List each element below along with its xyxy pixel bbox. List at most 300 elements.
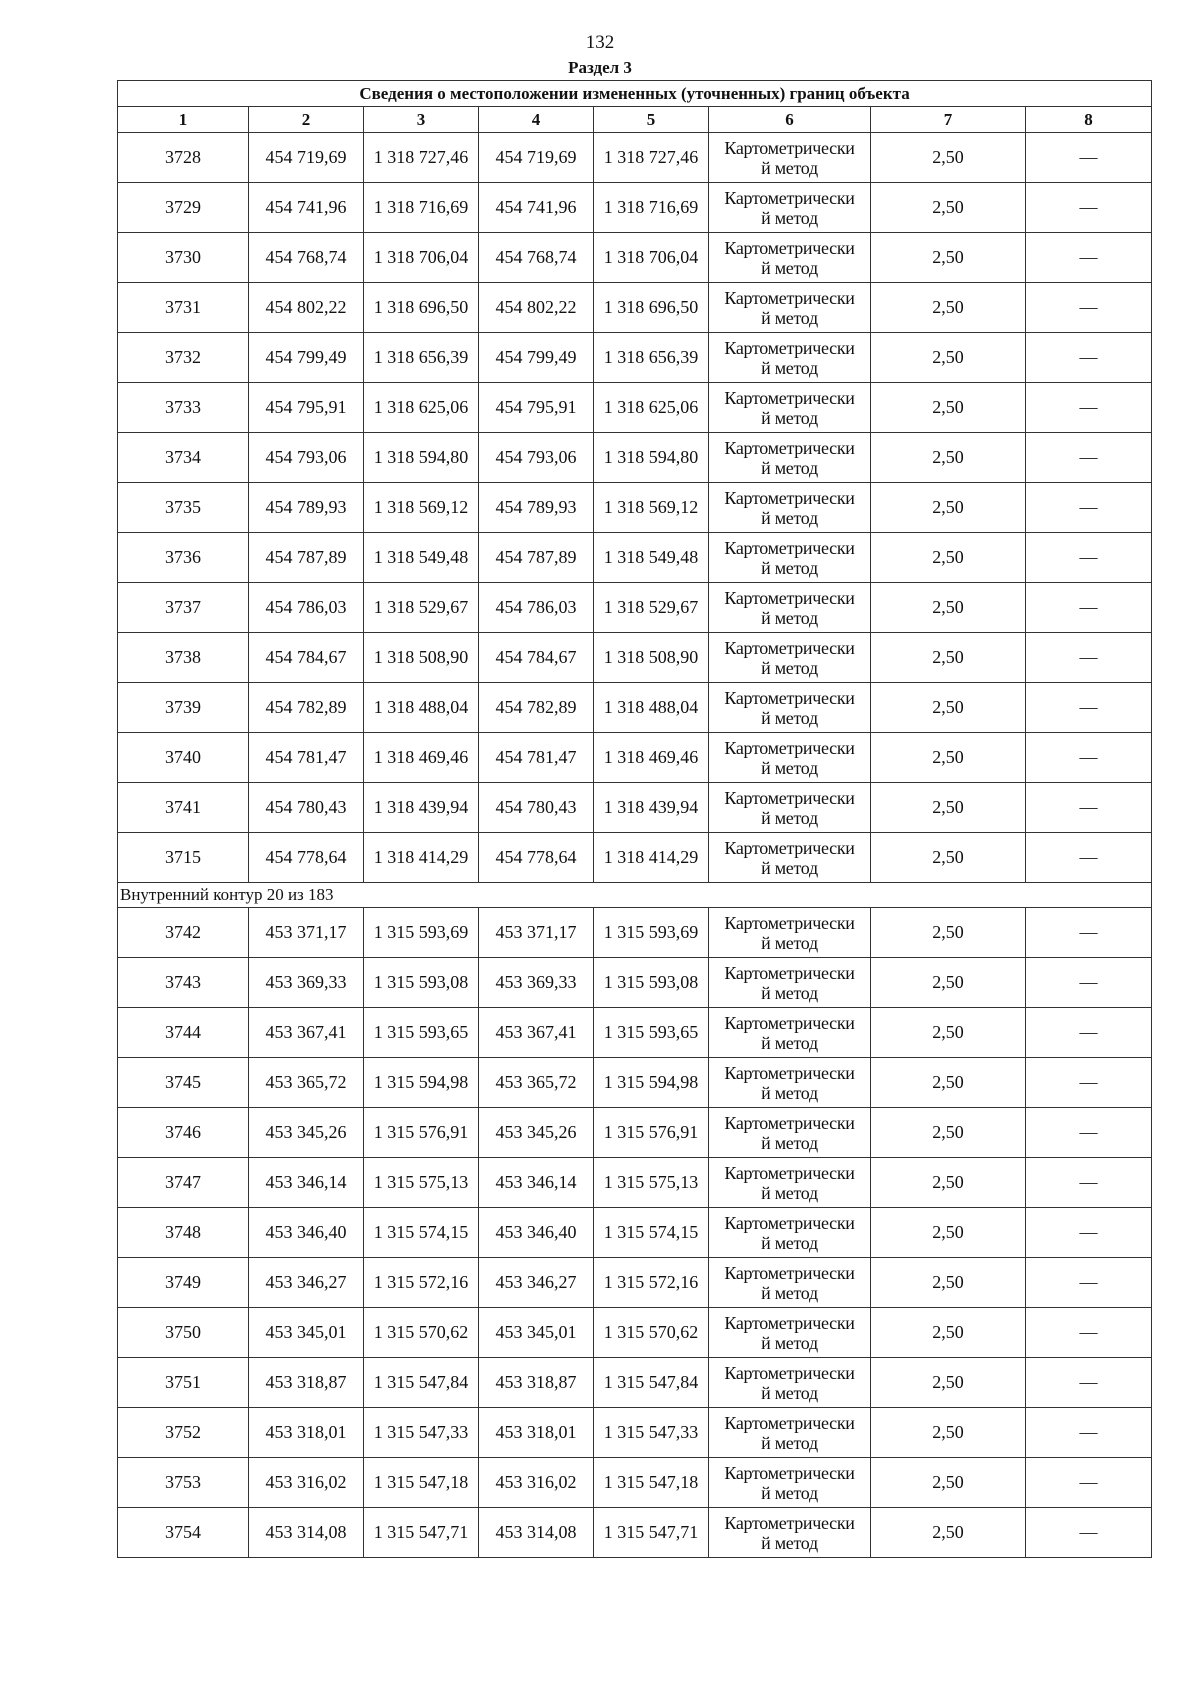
description-cell: — — [1026, 908, 1152, 958]
x-coordinate-cell: 453 346,40 — [479, 1208, 594, 1258]
y-coordinate-cell: 1 318 696,50 — [594, 283, 709, 333]
y-coordinate-cell: 1 315 574,15 — [364, 1208, 479, 1258]
coordinates-table — [117, 80, 1152, 1558]
accuracy-cell: 2,50 — [871, 783, 1026, 833]
y-coordinate-cell: 1 315 593,65 — [594, 1008, 709, 1058]
y-coordinate-cell: 1 318 625,06 — [594, 383, 709, 433]
method-line1: Картометрически — [724, 537, 855, 558]
point-number-cell: 3745 — [118, 1058, 249, 1108]
x-coordinate-cell: 454 802,22 — [249, 283, 364, 333]
y-coordinate-cell: 1 315 547,71 — [364, 1508, 479, 1558]
point-number-cell: 3748 — [118, 1208, 249, 1258]
x-coordinate-cell: 454 781,47 — [479, 733, 594, 783]
y-coordinate-cell: 1 315 547,84 — [364, 1358, 479, 1408]
accuracy-cell: 2,50 — [871, 133, 1026, 183]
point-number-cell: 3739 — [118, 683, 249, 733]
y-coordinate-cell: 1 318 594,80 — [364, 433, 479, 483]
y-coordinate-cell: 1 318 727,46 — [594, 133, 709, 183]
column-header: 6 — [709, 107, 871, 133]
x-coordinate-cell: 454 780,43 — [479, 783, 594, 833]
description-cell: — — [1026, 633, 1152, 683]
column-header-row — [118, 107, 1152, 133]
point-number-cell: 3747 — [118, 1158, 249, 1208]
y-coordinate-cell: 1 315 547,18 — [364, 1458, 479, 1508]
table-row — [118, 683, 1152, 733]
x-coordinate-cell: 453 314,08 — [249, 1508, 364, 1558]
x-coordinate-cell: 454 787,89 — [249, 533, 364, 583]
x-coordinate-cell: 453 316,02 — [249, 1458, 364, 1508]
x-coordinate-cell: 454 782,89 — [249, 683, 364, 733]
method-line1: Картометрически — [724, 1162, 855, 1183]
column-header: 5 — [594, 107, 709, 133]
section-title: Раздел 3 — [568, 58, 632, 77]
x-coordinate-cell: 453 318,01 — [479, 1408, 594, 1458]
x-coordinate-cell: 454 780,43 — [249, 783, 364, 833]
table-row — [118, 583, 1152, 633]
y-coordinate-cell: 1 315 572,16 — [594, 1258, 709, 1308]
table-row — [118, 383, 1152, 433]
method-line1: Картометрически — [724, 962, 855, 983]
accuracy-cell: 2,50 — [871, 683, 1026, 733]
accuracy-cell: 2,50 — [871, 433, 1026, 483]
accuracy-cell: 2,50 — [871, 483, 1026, 533]
table-row — [118, 233, 1152, 283]
table-row — [118, 633, 1152, 683]
y-coordinate-cell: 1 315 572,16 — [364, 1258, 479, 1308]
method-line1: Картометрически — [724, 587, 855, 608]
column-header: 3 — [364, 107, 479, 133]
table-row — [118, 958, 1152, 1008]
method-cell — [709, 183, 871, 233]
column-header: 1 — [118, 107, 249, 133]
y-coordinate-cell: 1 318 656,39 — [594, 333, 709, 383]
accuracy-cell: 2,50 — [871, 183, 1026, 233]
method-line2: й метод — [761, 1082, 818, 1103]
point-number-cell: 3737 — [118, 583, 249, 633]
method-line2: й метод — [761, 1132, 818, 1153]
y-coordinate-cell: 1 318 414,29 — [364, 833, 479, 883]
point-number-cell: 3749 — [118, 1258, 249, 1308]
y-coordinate-cell: 1 318 569,12 — [594, 483, 709, 533]
column-header: 4 — [479, 107, 594, 133]
point-number-cell: 3754 — [118, 1508, 249, 1558]
y-coordinate-cell: 1 318 549,48 — [594, 533, 709, 583]
method-line2: й метод — [761, 1432, 818, 1453]
accuracy-cell: 2,50 — [871, 958, 1026, 1008]
x-coordinate-cell: 453 369,33 — [479, 958, 594, 1008]
x-coordinate-cell: 454 719,69 — [249, 133, 364, 183]
y-coordinate-cell: 1 318 529,67 — [594, 583, 709, 633]
accuracy-cell: 2,50 — [871, 1308, 1026, 1358]
x-coordinate-cell: 454 793,06 — [479, 433, 594, 483]
x-coordinate-cell: 454 768,74 — [479, 233, 594, 283]
method-line2: й метод — [761, 1532, 818, 1553]
method-line1: Картометрически — [724, 387, 855, 408]
description-cell: — — [1026, 333, 1152, 383]
description-cell: — — [1026, 1408, 1152, 1458]
y-coordinate-cell: 1 315 570,62 — [364, 1308, 479, 1358]
point-number-cell: 3715 — [118, 833, 249, 883]
point-number-cell: 3740 — [118, 733, 249, 783]
y-coordinate-cell: 1 318 488,04 — [364, 683, 479, 733]
x-coordinate-cell: 453 345,26 — [249, 1108, 364, 1158]
point-number-cell: 3751 — [118, 1358, 249, 1408]
table-row — [118, 908, 1152, 958]
y-coordinate-cell: 1 318 414,29 — [594, 833, 709, 883]
x-coordinate-cell: 453 346,14 — [479, 1158, 594, 1208]
method-cell — [709, 1108, 871, 1158]
y-coordinate-cell: 1 318 706,04 — [594, 233, 709, 283]
column-header: 7 — [871, 107, 1026, 133]
method-cell — [709, 833, 871, 883]
description-cell: — — [1026, 958, 1152, 1008]
method-line1: Картометрически — [724, 1062, 855, 1083]
description-cell: — — [1026, 483, 1152, 533]
method-line2: й метод — [761, 657, 818, 678]
method-line1: Картометрически — [724, 787, 855, 808]
x-coordinate-cell: 453 318,87 — [249, 1358, 364, 1408]
x-coordinate-cell: 454 768,74 — [249, 233, 364, 283]
x-coordinate-cell: 454 719,69 — [479, 133, 594, 183]
x-coordinate-cell: 454 793,06 — [249, 433, 364, 483]
y-coordinate-cell: 1 318 656,39 — [364, 333, 479, 383]
y-coordinate-cell: 1 315 593,69 — [364, 908, 479, 958]
method-line2: й метод — [761, 1282, 818, 1303]
y-coordinate-cell: 1 318 529,67 — [364, 583, 479, 633]
description-cell: — — [1026, 1308, 1152, 1358]
method-cell — [709, 1158, 871, 1208]
x-coordinate-cell: 454 787,89 — [479, 533, 594, 583]
point-number-cell: 3730 — [118, 233, 249, 283]
method-line2: й метод — [761, 207, 818, 228]
accuracy-cell: 2,50 — [871, 1158, 1026, 1208]
y-coordinate-cell: 1 318 727,46 — [364, 133, 479, 183]
method-cell — [709, 583, 871, 633]
description-cell: — — [1026, 133, 1152, 183]
accuracy-cell: 2,50 — [871, 1258, 1026, 1308]
x-coordinate-cell: 453 318,01 — [249, 1408, 364, 1458]
method-line2: й метод — [761, 407, 818, 428]
point-number-cell: 3738 — [118, 633, 249, 683]
method-line2: й метод — [761, 607, 818, 628]
accuracy-cell: 2,50 — [871, 1408, 1026, 1458]
description-cell: — — [1026, 1458, 1152, 1508]
y-coordinate-cell: 1 318 696,50 — [364, 283, 479, 333]
y-coordinate-cell: 1 315 574,15 — [594, 1208, 709, 1258]
y-coordinate-cell: 1 315 547,33 — [594, 1408, 709, 1458]
method-line1: Картометрически — [724, 1012, 855, 1033]
table-body — [118, 81, 1152, 1558]
x-coordinate-cell: 453 365,72 — [249, 1058, 364, 1108]
x-coordinate-cell: 453 346,27 — [249, 1258, 364, 1308]
description-cell: — — [1026, 1058, 1152, 1108]
method-cell — [709, 1308, 871, 1358]
method-line2: й метод — [761, 1332, 818, 1353]
x-coordinate-cell: 454 795,91 — [479, 383, 594, 433]
point-number-cell: 3732 — [118, 333, 249, 383]
y-coordinate-cell: 1 315 594,98 — [364, 1058, 479, 1108]
method-cell — [709, 1008, 871, 1058]
method-line2: й метод — [761, 707, 818, 728]
y-coordinate-cell: 1 315 576,91 — [594, 1108, 709, 1158]
table-row — [118, 483, 1152, 533]
point-number-cell: 3743 — [118, 958, 249, 1008]
table-row — [118, 133, 1152, 183]
y-coordinate-cell: 1 318 594,80 — [594, 433, 709, 483]
y-coordinate-cell: 1 315 593,65 — [364, 1008, 479, 1058]
y-coordinate-cell: 1 315 593,08 — [594, 958, 709, 1008]
description-cell: — — [1026, 1108, 1152, 1158]
method-line2: й метод — [761, 757, 818, 778]
table-row — [118, 1008, 1152, 1058]
y-coordinate-cell: 1 315 593,69 — [594, 908, 709, 958]
method-line1: Картометрически — [724, 287, 855, 308]
description-cell: — — [1026, 583, 1152, 633]
point-number-cell: 3752 — [118, 1408, 249, 1458]
method-line1: Картометрически — [724, 187, 855, 208]
method-line1: Картометрически — [724, 237, 855, 258]
accuracy-cell: 2,50 — [871, 733, 1026, 783]
method-cell — [709, 1508, 871, 1558]
point-number-cell: 3744 — [118, 1008, 249, 1058]
y-coordinate-cell: 1 315 547,33 — [364, 1408, 479, 1458]
method-line2: й метод — [761, 1482, 818, 1503]
method-cell — [709, 908, 871, 958]
method-cell — [709, 633, 871, 683]
y-coordinate-cell: 1 315 575,13 — [364, 1158, 479, 1208]
table-row — [118, 1358, 1152, 1408]
accuracy-cell: 2,50 — [871, 908, 1026, 958]
description-cell: — — [1026, 1208, 1152, 1258]
x-coordinate-cell: 453 367,41 — [249, 1008, 364, 1058]
x-coordinate-cell: 454 799,49 — [479, 333, 594, 383]
x-coordinate-cell: 453 314,08 — [479, 1508, 594, 1558]
description-cell: — — [1026, 233, 1152, 283]
method-line2: й метод — [761, 932, 818, 953]
method-line2: й метод — [761, 157, 818, 178]
y-coordinate-cell: 1 318 706,04 — [364, 233, 479, 283]
x-coordinate-cell: 454 789,93 — [479, 483, 594, 533]
x-coordinate-cell: 454 784,67 — [479, 633, 594, 683]
method-cell — [709, 133, 871, 183]
method-line1: Картометрически — [724, 912, 855, 933]
method-line1: Картометрически — [724, 687, 855, 708]
table-row — [118, 833, 1152, 883]
table-row — [118, 1158, 1152, 1208]
description-cell: — — [1026, 1158, 1152, 1208]
method-line1: Картометрически — [724, 1412, 855, 1433]
method-cell — [709, 733, 871, 783]
method-cell — [709, 1458, 871, 1508]
method-cell — [709, 533, 871, 583]
method-cell — [709, 483, 871, 533]
x-coordinate-cell: 454 778,64 — [249, 833, 364, 883]
method-line1: Картометрически — [724, 487, 855, 508]
method-line2: й метод — [761, 357, 818, 378]
accuracy-cell: 2,50 — [871, 333, 1026, 383]
method-line2: й метод — [761, 307, 818, 328]
x-coordinate-cell: 453 346,27 — [479, 1258, 594, 1308]
point-number-cell: 3731 — [118, 283, 249, 333]
x-coordinate-cell: 453 346,40 — [249, 1208, 364, 1258]
y-coordinate-cell: 1 318 508,90 — [594, 633, 709, 683]
method-line1: Картометрически — [724, 1312, 855, 1333]
accuracy-cell: 2,50 — [871, 1058, 1026, 1108]
method-line2: й метод — [761, 1232, 818, 1253]
x-coordinate-cell: 454 781,47 — [249, 733, 364, 783]
column-header: 2 — [249, 107, 364, 133]
description-cell: — — [1026, 283, 1152, 333]
x-coordinate-cell: 453 365,72 — [479, 1058, 594, 1108]
column-header: 8 — [1026, 107, 1152, 133]
y-coordinate-cell: 1 318 439,94 — [594, 783, 709, 833]
method-line2: й метод — [761, 982, 818, 1003]
method-line2: й метод — [761, 1182, 818, 1203]
y-coordinate-cell: 1 318 625,06 — [364, 383, 479, 433]
method-line2: й метод — [761, 1032, 818, 1053]
y-coordinate-cell: 1 318 439,94 — [364, 783, 479, 833]
table-row — [118, 433, 1152, 483]
y-coordinate-cell: 1 318 469,46 — [594, 733, 709, 783]
table-row — [118, 1208, 1152, 1258]
x-coordinate-cell: 453 371,17 — [479, 908, 594, 958]
x-coordinate-cell: 454 784,67 — [249, 633, 364, 683]
x-coordinate-cell: 454 802,22 — [479, 283, 594, 333]
method-line2: й метод — [761, 257, 818, 278]
point-number-cell: 3742 — [118, 908, 249, 958]
accuracy-cell: 2,50 — [871, 833, 1026, 883]
accuracy-cell: 2,50 — [871, 583, 1026, 633]
method-line2: й метод — [761, 857, 818, 878]
x-coordinate-cell: 453 346,14 — [249, 1158, 364, 1208]
point-number-cell: 3733 — [118, 383, 249, 433]
table-row — [118, 283, 1152, 333]
y-coordinate-cell: 1 318 569,12 — [364, 483, 479, 533]
method-cell — [709, 1358, 871, 1408]
point-number-cell: 3741 — [118, 783, 249, 833]
method-line2: й метод — [761, 557, 818, 578]
method-line2: й метод — [761, 807, 818, 828]
x-coordinate-cell: 454 778,64 — [479, 833, 594, 883]
point-number-cell: 3735 — [118, 483, 249, 533]
accuracy-cell: 2,50 — [871, 1208, 1026, 1258]
x-coordinate-cell: 453 316,02 — [479, 1458, 594, 1508]
description-cell: — — [1026, 533, 1152, 583]
method-cell — [709, 1408, 871, 1458]
method-line2: й метод — [761, 507, 818, 528]
accuracy-cell: 2,50 — [871, 1508, 1026, 1558]
x-coordinate-cell: 454 782,89 — [479, 683, 594, 733]
table-row — [118, 733, 1152, 783]
x-coordinate-cell: 453 345,26 — [479, 1108, 594, 1158]
point-number-cell: 3729 — [118, 183, 249, 233]
description-cell: — — [1026, 433, 1152, 483]
x-coordinate-cell: 453 345,01 — [479, 1308, 594, 1358]
x-coordinate-cell: 454 795,91 — [249, 383, 364, 433]
description-cell: — — [1026, 183, 1152, 233]
x-coordinate-cell: 453 369,33 — [249, 958, 364, 1008]
method-line1: Картометрически — [724, 1262, 855, 1283]
method-line1: Картометрически — [724, 337, 855, 358]
description-cell: — — [1026, 1008, 1152, 1058]
method-line1: Картометрически — [724, 1512, 855, 1533]
method-line1: Картометрически — [724, 737, 855, 758]
point-number-cell: 3734 — [118, 433, 249, 483]
y-coordinate-cell: 1 318 508,90 — [364, 633, 479, 683]
x-coordinate-cell: 453 318,87 — [479, 1358, 594, 1408]
accuracy-cell: 2,50 — [871, 1458, 1026, 1508]
method-cell — [709, 683, 871, 733]
x-coordinate-cell: 454 741,96 — [249, 183, 364, 233]
x-coordinate-cell: 453 367,41 — [479, 1008, 594, 1058]
page-number: 132 — [585, 32, 615, 53]
description-cell: — — [1026, 733, 1152, 783]
table-row — [118, 183, 1152, 233]
method-cell — [709, 1208, 871, 1258]
table-row — [118, 1458, 1152, 1508]
contour-row — [118, 883, 1152, 908]
method-cell — [709, 783, 871, 833]
description-cell: — — [1026, 783, 1152, 833]
method-cell — [709, 283, 871, 333]
x-coordinate-cell: 454 799,49 — [249, 333, 364, 383]
y-coordinate-cell: 1 315 570,62 — [594, 1308, 709, 1358]
method-line1: Картометрически — [724, 1112, 855, 1133]
y-coordinate-cell: 1 315 594,98 — [594, 1058, 709, 1108]
accuracy-cell: 2,50 — [871, 533, 1026, 583]
accuracy-cell: 2,50 — [871, 233, 1026, 283]
method-line1: Картометрически — [724, 1212, 855, 1233]
accuracy-cell: 2,50 — [871, 1108, 1026, 1158]
accuracy-cell: 2,50 — [871, 1008, 1026, 1058]
x-coordinate-cell: 454 786,03 — [249, 583, 364, 633]
point-number-cell: 3753 — [118, 1458, 249, 1508]
method-line1: Картометрически — [724, 1362, 855, 1383]
table-row — [118, 783, 1152, 833]
accuracy-cell: 2,50 — [871, 283, 1026, 333]
y-coordinate-cell: 1 315 547,18 — [594, 1458, 709, 1508]
y-coordinate-cell: 1 318 716,69 — [594, 183, 709, 233]
method-line1: Картометрически — [724, 1462, 855, 1483]
method-line1: Картометрически — [724, 437, 855, 458]
contour-label: Внутренний контур 20 из 183 — [118, 883, 1152, 908]
x-coordinate-cell: 454 741,96 — [479, 183, 594, 233]
method-line2: й метод — [761, 1382, 818, 1403]
method-cell — [709, 1058, 871, 1108]
y-coordinate-cell: 1 315 593,08 — [364, 958, 479, 1008]
point-number-cell: 3736 — [118, 533, 249, 583]
method-cell — [709, 433, 871, 483]
method-line1: Картометрически — [724, 637, 855, 658]
point-number-cell: 3746 — [118, 1108, 249, 1158]
y-coordinate-cell: 1 318 488,04 — [594, 683, 709, 733]
description-cell: — — [1026, 1258, 1152, 1308]
x-coordinate-cell: 453 371,17 — [249, 908, 364, 958]
method-cell — [709, 383, 871, 433]
description-cell: — — [1026, 1358, 1152, 1408]
accuracy-cell: 2,50 — [871, 633, 1026, 683]
table-row — [118, 1258, 1152, 1308]
method-cell — [709, 1258, 871, 1308]
method-cell — [709, 233, 871, 283]
table-title: Сведения о местоположении измененных (уточненных) границ объекта — [118, 81, 1152, 107]
description-cell: — — [1026, 683, 1152, 733]
description-cell: — — [1026, 833, 1152, 883]
table-row — [118, 1308, 1152, 1358]
y-coordinate-cell: 1 315 576,91 — [364, 1108, 479, 1158]
y-coordinate-cell: 1 318 716,69 — [364, 183, 479, 233]
table-row — [118, 1508, 1152, 1558]
